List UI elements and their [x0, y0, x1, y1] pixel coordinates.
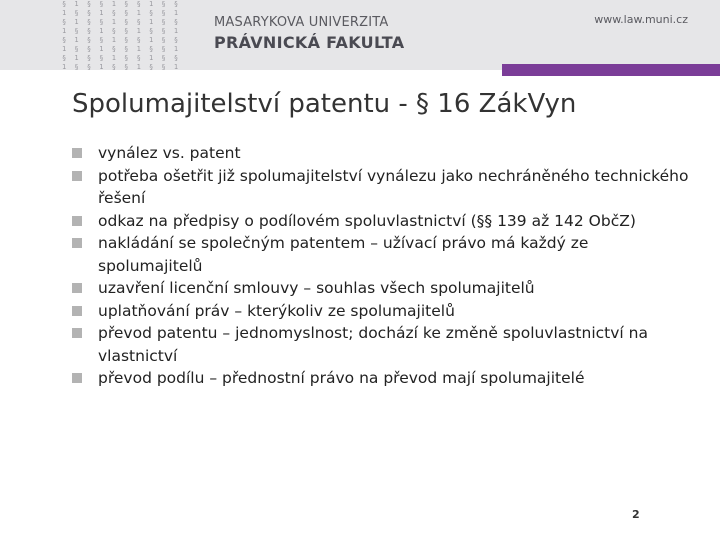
- bullet-text: uplatňování práv – kterýkoliv ze spolumajitelů: [98, 301, 455, 320]
- bullet-item: [72, 165, 692, 210]
- square-bullet-icon: [72, 216, 82, 226]
- page-number: 2: [632, 508, 640, 521]
- bullet-item: [72, 367, 692, 390]
- bullet-text: uzavření licenční smlouvy – souhlas všech spolumajitelů: [98, 279, 535, 297]
- faculty-name: PRÁVNICKÁ FAKULTA: [214, 33, 405, 52]
- bullet-list: [72, 142, 692, 390]
- bullet-item: [72, 210, 692, 233]
- bullet-item: [72, 142, 692, 165]
- bullet-text: nakládání se společným patentem – užívací právo má každý ze spolumajitelů: [98, 234, 589, 275]
- square-bullet-icon: [72, 373, 82, 383]
- square-bullet-icon: [72, 283, 82, 293]
- bullet-text: převod podílu – přednostní právo na převod mají spolumajitelé: [98, 369, 585, 387]
- square-bullet-icon: [72, 171, 82, 181]
- bullet-item: [72, 277, 692, 300]
- bullet-item: [72, 232, 692, 277]
- bullet-text: převod patentu – jednomyslnost; dochází ke změně spoluvlastnictví na vlastnictví: [98, 324, 648, 365]
- bullet-item: [72, 300, 692, 323]
- bullet-text: vynález vs. patent: [98, 144, 241, 162]
- website-url: www.law.muni.cz: [594, 13, 688, 26]
- square-bullet-icon: [72, 306, 82, 316]
- bullet-text: odkaz na předpisy o podílovém spoluvlastnictví (§§ 139 až 142 ObčZ): [98, 211, 636, 230]
- accent-bar: [502, 64, 720, 76]
- square-bullet-icon: [72, 148, 82, 158]
- bullet-text: potřeba ošetřit již spolumajitelství vynálezu jako nechráněného technického řešení: [98, 166, 689, 207]
- university-name: MASARYKOVA UNIVERZITA: [214, 15, 389, 30]
- slide-title: Spolumajitelství patentu - § 16 ZákVyn: [72, 89, 577, 119]
- bullet-item: [72, 322, 692, 367]
- square-bullet-icon: [72, 238, 82, 248]
- university-logo-pattern: § 1 § § 1 § § 1 § § 1 § § 1 § § 1 § § 1 § 1 § § 1 § § 1 § § 1 § § 1 § § 1 § § 1 § 1 § § 1 § § 1 § § 1 § § 1 § § 1 § § 1 § 1 § § 1 § § 1 § § 1 § § 1 § § 1 § § 1: [62, 0, 181, 70]
- square-bullet-icon: [72, 328, 82, 338]
- header-band: [0, 0, 720, 70]
